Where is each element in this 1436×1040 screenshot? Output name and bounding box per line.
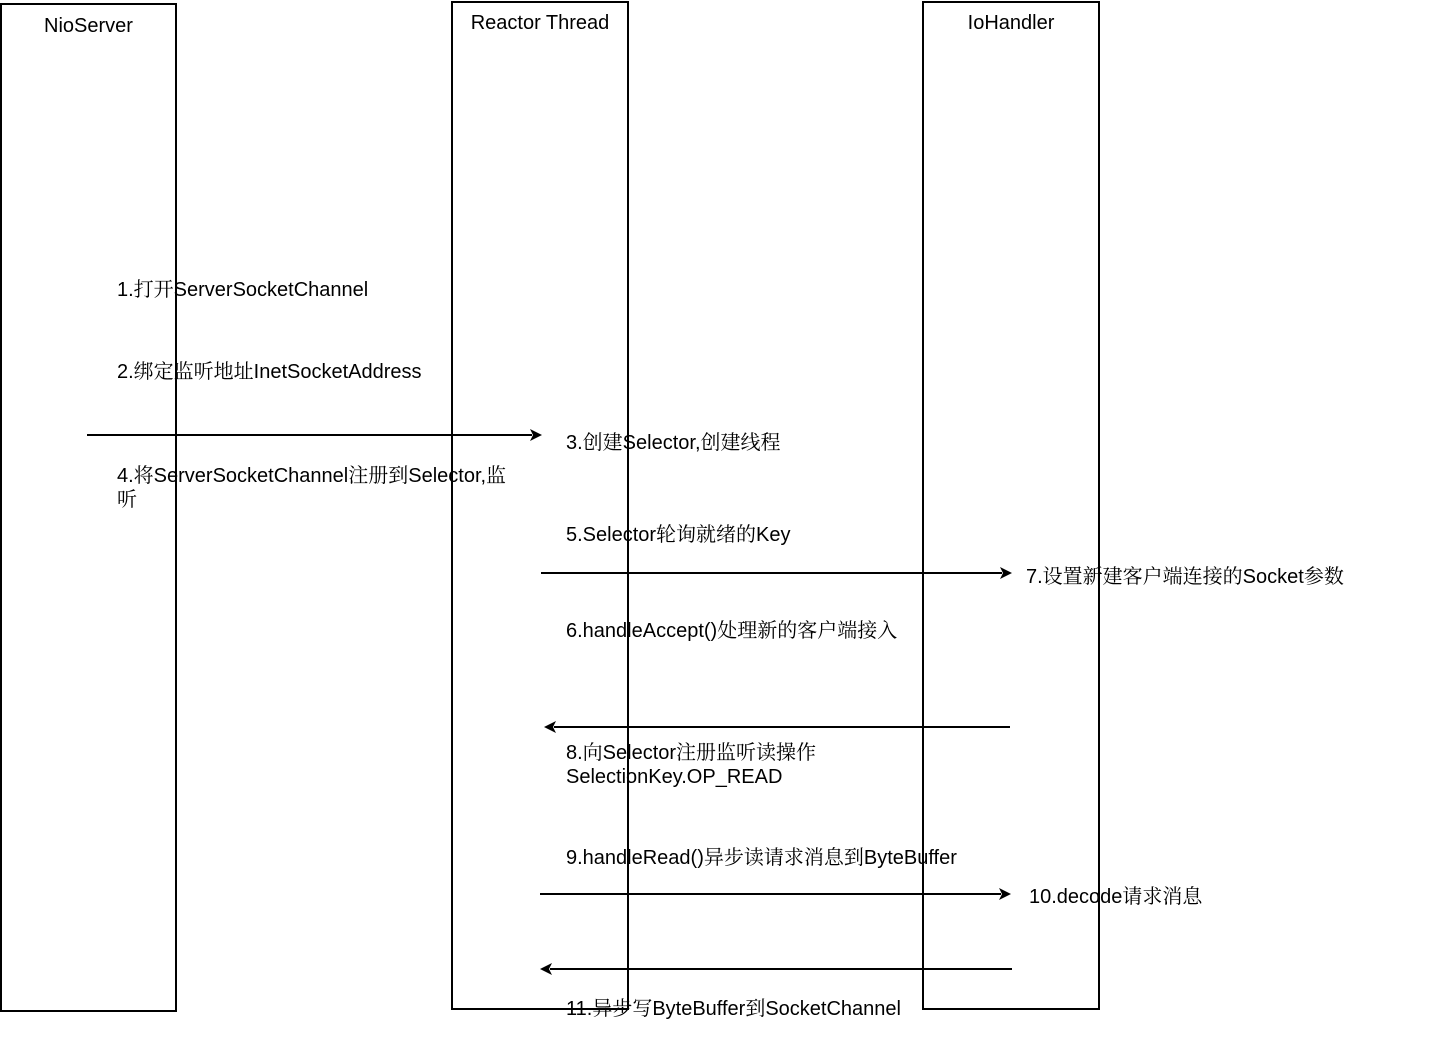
step-9-label: 9.handleRead()异步读请求消息到ByteBuffer [566, 847, 957, 869]
step-1-label: 1.打开ServerSocketChannel [117, 279, 369, 301]
step-5-label: 5.Selector轮询就绪的Key [566, 524, 791, 546]
step-8-label: 8.向Selector注册监听读操作 SelectionKey.OP_READ [566, 742, 817, 788]
step-7-label: 7.设置新建客户端连接的Socket参数 [1026, 566, 1344, 588]
step-10-label: 10.decode请求消息 [1029, 886, 1203, 908]
lane-title-io-handler: IoHandler [967, 12, 1055, 34]
step-6-label: 6.handleAccept()处理新的客户端接入 [566, 620, 898, 642]
lane-title-reactor-thread: Reactor Thread [470, 12, 610, 34]
step-2-label: 2.绑定监听地址InetSocketAddress [117, 361, 422, 383]
step-11-label: 11.异步写ByteBuffer到SocketChannel [566, 998, 901, 1020]
step-3-label: 3.创建Selector,创建线程 [566, 432, 781, 454]
step-4-label: 4.将ServerSocketChannel注册到Selector,监 听 [117, 465, 507, 511]
lane-title-nio-server: NioServer [44, 15, 133, 37]
